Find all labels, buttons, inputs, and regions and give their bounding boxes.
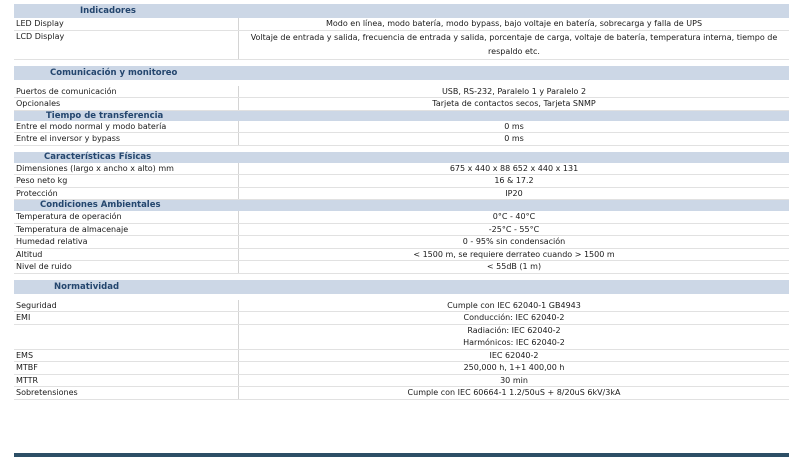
section-header-fisicas (14, 152, 789, 163)
spec-value: Cumple con IEC 60664-1 1.2/50uS + 8/20uS 6kV/3kA (407, 388, 621, 397)
spec-row (14, 249, 789, 262)
spec-row (14, 175, 789, 188)
spec-value: 0 ms (504, 121, 524, 131)
spec-value: Harmónicos: IEC 62040-2 (463, 338, 565, 347)
spec-label: Peso neto kg (14, 175, 239, 187)
spec-row (14, 350, 789, 363)
spec-label: Nivel de ruido (14, 261, 239, 273)
section-header-ambientales (14, 200, 789, 211)
spec-row (14, 133, 789, 146)
spec-value: IEC 62040-2 (489, 350, 539, 360)
spec-label: LCD Display (14, 31, 239, 59)
spec-row (14, 312, 789, 325)
spec-value: Modo en línea, modo batería, modo bypass, bajo voltaje en batería, sobrecarga y falla de UPS (325, 19, 703, 28)
bottom-divider (14, 453, 789, 457)
section-header-transferencia (14, 111, 789, 121)
spec-value: Cumple con IEC 62040-1 GB4943 (447, 300, 581, 310)
spec-label: EMS (14, 350, 239, 362)
spec-label: Sobretensiones (14, 387, 239, 399)
spec-row (14, 325, 789, 338)
spec-value: 30 min (500, 375, 528, 385)
spec-value: -25°C - 55°C (488, 224, 540, 234)
spec-row (14, 387, 789, 400)
spec-value: USB, RS-232, Paralelo 1 y Paralelo 2 (441, 86, 587, 96)
spec-label: Protección (14, 188, 239, 200)
spec-row (14, 98, 789, 111)
section-title: Condiciones Ambientales (40, 200, 161, 210)
spec-row (14, 224, 789, 237)
spec-row (14, 163, 789, 176)
spec-label: Temperatura de almacenaje (14, 224, 239, 236)
spec-row (14, 18, 789, 31)
spec-value: Conducción: IEC 62040-2 (463, 313, 565, 322)
spec-label: Opcionales (14, 98, 239, 110)
spec-row (14, 375, 789, 388)
spec-label: Humedad relativa (14, 236, 239, 248)
spec-row (14, 31, 789, 60)
section-title: Tiempo de transferencia (46, 110, 164, 121)
spec-row (14, 86, 789, 99)
spec-value: IP20 (505, 188, 523, 198)
spec-row (14, 300, 789, 313)
spec-value: 0 ms (504, 134, 524, 143)
spec-label: Puertos de comunicación (14, 86, 239, 98)
spec-value: Radiación: IEC 62040-2 (467, 325, 561, 335)
section-title: Indicadores (80, 6, 136, 16)
spec-value: 250,000 h, 1+1 400,00 h (463, 363, 565, 372)
spec-label: Seguridad (14, 300, 239, 312)
spec-label: Altitud (14, 249, 239, 261)
spec-label: Entre el modo normal y modo batería (14, 121, 239, 133)
spec-label: EMI (14, 312, 239, 324)
spec-table (14, 4, 789, 400)
section-title: Comunicación y monitoreo (50, 67, 178, 78)
spec-label: MTBF (14, 362, 239, 374)
section-title: Características Físicas (44, 151, 152, 162)
spec-value: 675 x 440 x 88 652 x 440 x 131 (449, 163, 579, 173)
section-header-indicadores (14, 4, 789, 18)
section-title: Normatividad (54, 281, 120, 292)
spec-label: Dimensiones (largo x ancho x alto) mm (14, 163, 239, 175)
spec-row (14, 236, 789, 249)
spec-row (14, 362, 789, 375)
spec-label: Entre el inversor y bypass (14, 133, 239, 145)
spec-row (14, 337, 789, 350)
spec-label: LED Display (14, 18, 239, 30)
spec-row (14, 121, 789, 134)
spec-value: 0°C - 40°C (492, 212, 536, 221)
spec-value: 16 & 17.2 (494, 176, 534, 185)
section-header-comunicacion (14, 66, 789, 80)
spec-label: MTTR (14, 375, 239, 387)
section-header-normatividad (14, 280, 789, 294)
spec-row (14, 188, 789, 201)
spec-value: < 1500 m, se requiere derrateo cuando > 1500 m (413, 249, 615, 259)
spec-value: Tarjeta de contactos secos, Tarjeta SNMP (432, 99, 596, 108)
spec-value: < 55dB (1 m) (486, 262, 542, 271)
spec-value: 0 - 95% sin condensación (462, 237, 566, 246)
spec-row (14, 261, 789, 274)
spec-row (14, 211, 789, 224)
spec-label: Temperatura de operación (14, 211, 239, 223)
spec-value: Voltaje de entrada y salida, frecuencia de entrada y salida, porcentaje de carga, voltaje de batería, temperatura interna, tiempo de respaldo etc. (250, 32, 778, 56)
